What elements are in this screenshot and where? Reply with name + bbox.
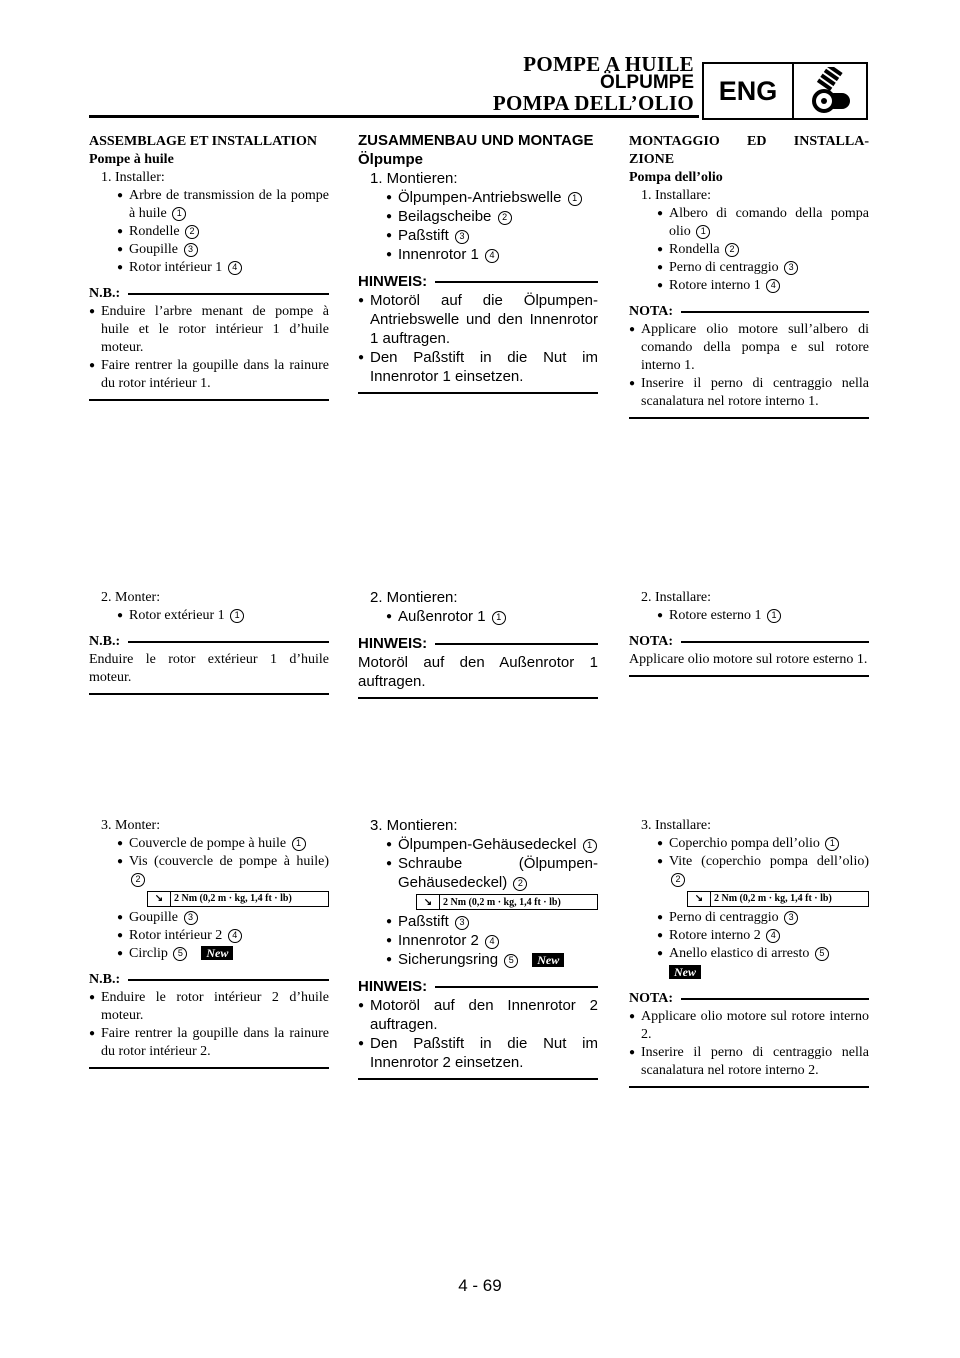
de-subtitle: Ölpumpe xyxy=(358,151,424,168)
note-text: Enduire le rotor extérieur 1 d’huile moteur. xyxy=(89,652,329,685)
list-item: ● Ölpumpen-Antriebswelle 1 xyxy=(358,188,598,207)
note-item: ● Faire rentrer la goupille dans la rainure du rotor intérieur 2. xyxy=(89,1025,329,1061)
note-item: ● Enduire le rotor intérieur 2 d’huile moteur. xyxy=(89,989,329,1025)
torque-spec: ↘ 2 Nm (0,2 m · kg, 1,4 ft · lb) xyxy=(416,894,598,910)
note-label: N.B.: xyxy=(89,972,121,987)
note-label: HINWEIS: xyxy=(358,635,428,652)
de-step-2: 2. Montieren: xyxy=(370,589,458,606)
fr-section-title: ASSEMBLAGE ET INSTALLATION xyxy=(89,134,317,149)
de-section-1 xyxy=(358,131,598,394)
note-label: NOTA: xyxy=(629,991,674,1006)
fr-section-2 xyxy=(89,589,329,695)
list-item: ● Coperchio pompa dell’olio 1 xyxy=(629,835,869,853)
note-item: ● Inserire il perno di centraggio nella scanalatura nel rotore interno 1. xyxy=(629,375,869,411)
it-section-2 xyxy=(629,589,869,677)
list-item: ● Sicherungsring 5 New xyxy=(358,950,598,969)
torque-spec: ↘ 2 Nm (0,2 m · kg, 1,4 ft · lb) xyxy=(687,891,869,907)
list-item: ● Anello elastico di arresto 5 xyxy=(629,945,869,963)
note-item: ● Faire rentrer la goupille dans la rainure du rotor intérieur 1. xyxy=(89,357,329,393)
it-section-3 xyxy=(629,817,869,1088)
note-item: ● Den Paßstift in die Nut im Innenrotor 1 einsetzen. xyxy=(358,348,598,386)
it-subtitle: Pompa dell’olio xyxy=(629,170,723,185)
list-item: ● Rondella 2 xyxy=(629,241,869,259)
list-item: ● Couvercle de pompe à huile 1 xyxy=(89,835,329,853)
engine-wrench-icon xyxy=(794,64,866,118)
header-rule xyxy=(89,115,699,118)
note-item: ● Den Paßstift in die Nut im Innenrotor 2 einsetzen. xyxy=(358,1034,598,1072)
note-label: N.B.: xyxy=(89,286,121,301)
de-section-title: ZUSAMMENBAU UND MONTAGE xyxy=(358,132,594,149)
note-label: HINWEIS: xyxy=(358,978,428,995)
fr-step-3: 3. Monter: xyxy=(101,818,161,833)
it-section-title: MONTAGGIO ED INSTALLA- xyxy=(629,134,869,149)
it-note-3 xyxy=(629,990,869,1088)
de-note-2 xyxy=(358,634,598,699)
list-item: ● Beilagscheibe 2 xyxy=(358,207,598,226)
list-item: ● Rotore esterno 1 1 xyxy=(629,607,869,625)
it-step-2: 2. Installare: xyxy=(641,590,711,605)
title-de: ÖLPUMPE xyxy=(600,72,694,93)
list-item: ● Paßstift 3 xyxy=(358,912,598,931)
note-label: N.B.: xyxy=(89,634,121,649)
note-label: NOTA: xyxy=(629,304,674,319)
list-item: ● Innenrotor 2 4 xyxy=(358,931,598,950)
list-item: ● Vite (coperchio pompa dell’olio) 2 xyxy=(629,853,869,889)
note-text: Applicare olio motore sul rotore esterno 1. xyxy=(629,652,868,667)
it-section-title-2: ZIONE xyxy=(629,152,675,167)
page-number: 4 - 69 xyxy=(458,1276,502,1295)
de-section-3 xyxy=(358,816,598,1080)
fr-note-2 xyxy=(89,633,329,695)
title-fr: POMPE A HUILE xyxy=(523,52,694,76)
eng-label: ENG xyxy=(704,64,794,118)
it-section-1 xyxy=(629,133,869,419)
note-item: ● Enduire l’arbre menant de pompe à huile et le rotor intérieur 1 d’huile moteur. xyxy=(89,303,329,357)
de-note-3 xyxy=(358,977,598,1080)
list-item: ● Arbre de transmission de la pompe à huile 1 xyxy=(89,187,329,223)
list-item: ● Rotore interno 2 4 xyxy=(629,927,869,945)
fr-section-1 xyxy=(89,133,329,401)
fr-step-2: 2. Monter: xyxy=(101,590,161,605)
de-note-1 xyxy=(358,272,598,394)
list-item: ● Goupille 3 xyxy=(89,241,329,259)
it-step-3: 3. Installare: xyxy=(641,818,711,833)
it-step-1: 1. Installare: xyxy=(641,188,711,203)
fr-note-1 xyxy=(89,285,329,401)
fr-subtitle: Pompe à huile xyxy=(89,152,174,167)
list-item: ● Paßstift 3 xyxy=(358,226,598,245)
torque-spec: ↘ 2 Nm (0,2 m · kg, 1,4 ft · lb) xyxy=(147,891,329,907)
fr-step-1: 1. Installer: xyxy=(101,170,165,185)
list-item: ● Albero di comando della pompa olio 1 xyxy=(629,205,869,241)
list-item: ● Rondelle 2 xyxy=(89,223,329,241)
list-item: ● Rotore interno 1 4 xyxy=(629,277,869,295)
note-item: ● Inserire il perno di centraggio nella scanalatura nel rotore interno 2. xyxy=(629,1044,869,1080)
new-badge: New xyxy=(532,953,564,967)
new-badge: New xyxy=(201,946,233,960)
list-item: ● Goupille 3 xyxy=(89,909,329,927)
list-item: ● Schraube (Ölpumpen-Gehäusedeckel) 2 xyxy=(358,854,598,892)
list-item: ● Rotor extérieur 1 1 xyxy=(89,607,329,625)
it-note-1 xyxy=(629,303,869,419)
list-item: ● Innenrotor 1 4 xyxy=(358,245,598,264)
list-item: ● Perno di centraggio 3 xyxy=(629,259,869,277)
note-item: ● Motoröl auf die Ölpumpen-Antriebswelle und den Innenrotor 1 auftragen. xyxy=(358,291,598,348)
new-badge: New xyxy=(669,965,701,979)
de-section-2 xyxy=(358,588,598,699)
note-text: Motoröl auf den Außenrotor 1 auftragen. xyxy=(358,654,598,690)
title-it: POMPA DELL’OLIO xyxy=(492,91,694,115)
note-item: ● Motoröl auf den Innenrotor 2 auftragen. xyxy=(358,996,598,1034)
list-item: ● Circlip 5 New xyxy=(89,945,329,963)
it-note-2 xyxy=(629,633,869,677)
torque-wrench-icon: ↘ xyxy=(417,895,440,909)
note-item: ● Applicare olio motore sul rotore interno 2. xyxy=(629,1008,869,1044)
torque-wrench-icon: ↘ xyxy=(148,892,171,906)
note-label: HINWEIS: xyxy=(358,273,428,290)
eng-badge xyxy=(702,62,868,120)
de-step-3: 3. Montieren: xyxy=(370,817,458,834)
note-item: ● Applicare olio motore sull’albero di comando della pompa e sul rotore interno 1. xyxy=(629,321,869,375)
list-item: ● Vis (couvercle de pompe à huile) 2 xyxy=(89,853,329,889)
list-item: ● Rotor intérieur 1 4 xyxy=(89,259,329,277)
torque-wrench-icon: ↘ xyxy=(688,892,711,906)
de-step-1: 1. Montieren: xyxy=(370,170,458,187)
list-item: ● Rotor intérieur 2 4 xyxy=(89,927,329,945)
list-item: ● Außenrotor 1 1 xyxy=(358,607,598,626)
list-item: ● Ölpumpen-Gehäusedeckel 1 xyxy=(358,835,598,854)
fr-section-3 xyxy=(89,817,329,1069)
list-item: ● Perno di centraggio 3 xyxy=(629,909,869,927)
note-label: NOTA: xyxy=(629,634,674,649)
fr-note-3 xyxy=(89,971,329,1069)
